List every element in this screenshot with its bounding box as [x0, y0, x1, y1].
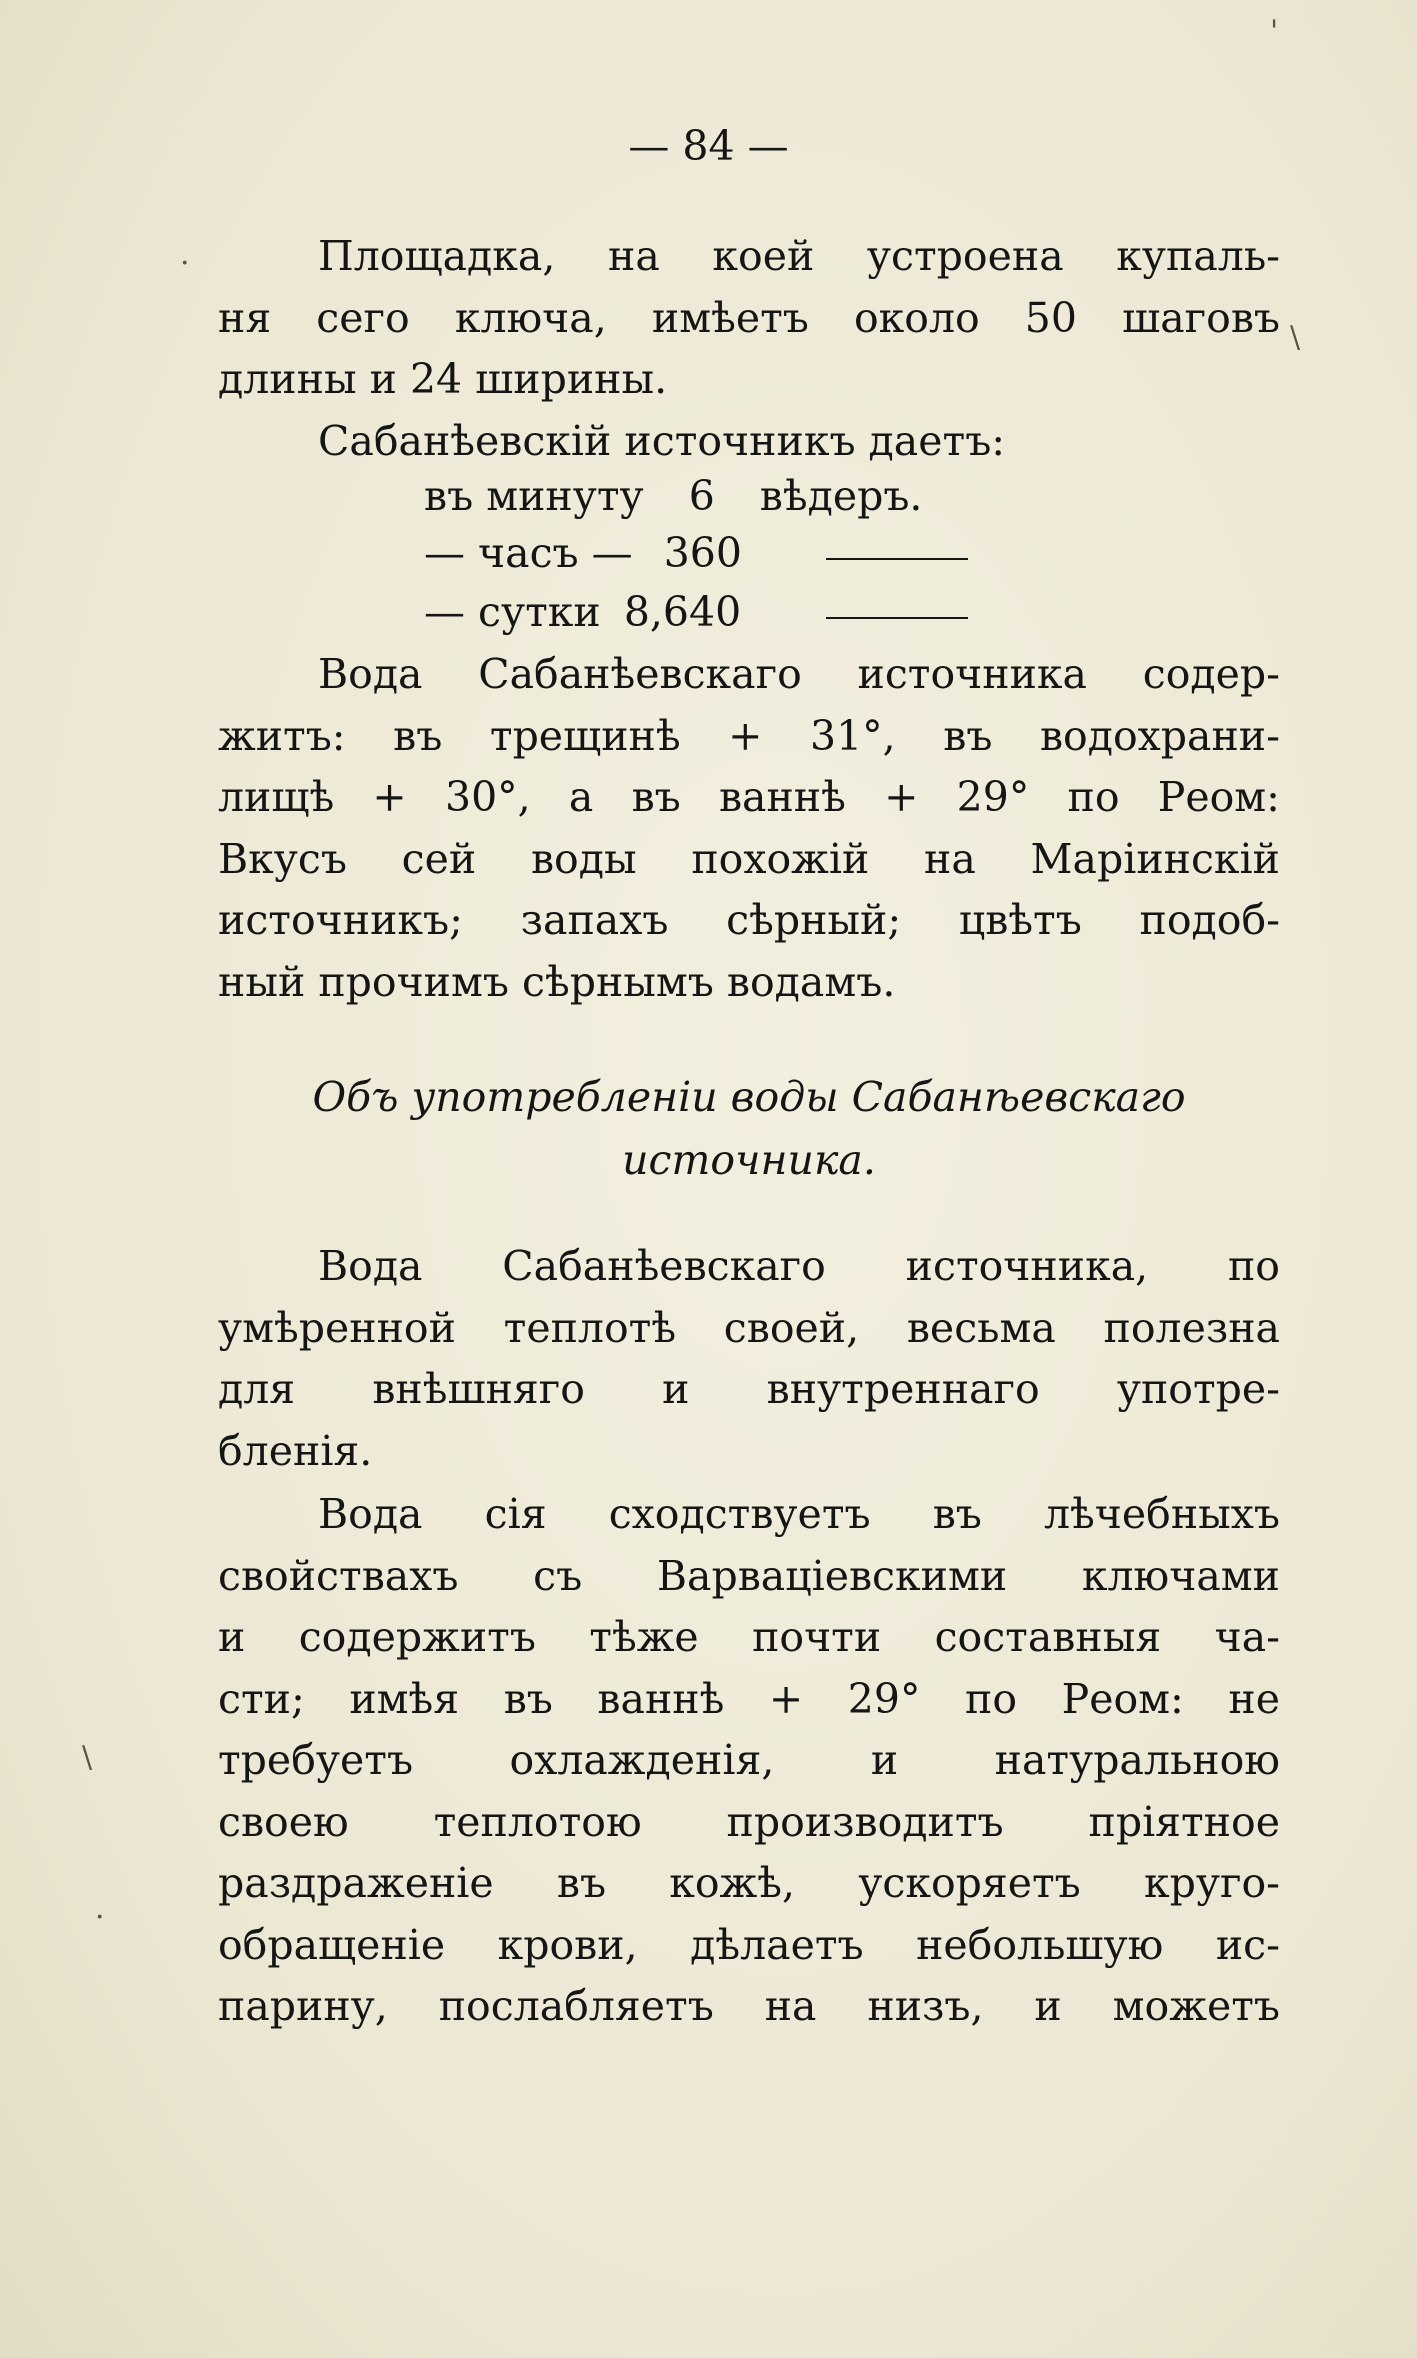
paragraph-source-yield: [218, 411, 1280, 473]
flow-value: 360: [663, 529, 742, 577]
flow-unit: — часъ —: [424, 529, 633, 577]
text-line: Вода Сабанѣевскаго источника, по: [318, 1242, 1280, 1290]
paper-speck: \: [82, 1740, 93, 1775]
text-line: источникъ; запахъ сѣрный; цвѣтъ подоб-: [218, 896, 1280, 944]
flow-unit: — сутки: [424, 588, 601, 636]
text-line: раздраженіе въ кожѣ, ускоряетъ круго-: [218, 1859, 1280, 1907]
paper-speck: \: [1290, 320, 1301, 355]
paper-speck: ·: [180, 246, 190, 281]
section-heading-line: Объ употребленіи воды Сабанѣевскаго: [312, 1073, 1186, 1121]
paragraph-usage: [218, 1236, 1280, 1482]
text-line: Площадка, на коей устроена купаль-: [318, 232, 1280, 280]
paragraph-properties: [218, 1484, 1280, 2038]
text-line: лищѣ + 30°, а въ ваннѣ + 29° по Реом:: [218, 773, 1280, 821]
paragraph-temperature: [218, 644, 1280, 1013]
text-line: длины и 24 ширины.: [218, 355, 668, 403]
text-line: обращеніе крови, дѣлаетъ небольшую ис-: [218, 1920, 1280, 1969]
text-line: для внѣшняго и внутреннаго употре-: [218, 1365, 1280, 1413]
text-line: житъ: въ трещинѣ + 31°, въ водохрани-: [218, 711, 1280, 760]
text-line: требуетъ охлажденія, и натуральною: [218, 1736, 1280, 1784]
ditto-rule: [826, 617, 968, 619]
text-line: Вода Сабанѣевскаго источника содер-: [318, 650, 1280, 698]
text-line: умѣренной теплотѣ своей, весьма полезна: [218, 1303, 1280, 1352]
text-line: Сабанѣевскій источникъ даетъ:: [318, 417, 1006, 465]
text-line: парину, послабляетъ на низъ, и можетъ: [218, 1982, 1280, 2030]
paragraph-platform: [218, 226, 1280, 411]
text-line: бленія.: [218, 1426, 373, 1475]
section-heading-line: источника.: [622, 1136, 876, 1184]
ditto-rule: [826, 558, 968, 560]
flow-unit: въ минуту: [424, 472, 644, 520]
text-line: своею теплотою производитъ пріятное: [218, 1797, 1280, 1846]
flow-row-day: [424, 588, 741, 636]
paper-speck: ·: [95, 1900, 105, 1935]
flow-row-minute: [424, 472, 922, 520]
flow-measure: вѣдеръ.: [759, 472, 923, 520]
flow-row-hour: [424, 529, 742, 577]
text-line: Вкусъ сей воды похожій на Маріинскій: [218, 834, 1280, 883]
page-number: — 84 —: [628, 122, 789, 170]
text-line: ный прочимъ сѣрнымъ водамъ.: [218, 957, 896, 1006]
text-line: и содержитъ тѣже почти составныя ча-: [218, 1613, 1280, 1661]
text-line: ня сего ключа, имѣетъ около 50 шаговъ: [218, 293, 1280, 342]
flow-value: 6: [688, 472, 715, 520]
paper-speck: ': [1270, 14, 1279, 49]
section-heading: [218, 1066, 1280, 1192]
text-line: Вода сія сходствуетъ въ лѣчебныхъ: [318, 1490, 1280, 1538]
text-line: сти; имѣя въ ваннѣ + 29° по Реом: не: [218, 1674, 1280, 1723]
text-line: свойствахъ съ Варваціевскими ключами: [218, 1551, 1280, 1600]
flow-value: 8,640: [623, 588, 742, 636]
